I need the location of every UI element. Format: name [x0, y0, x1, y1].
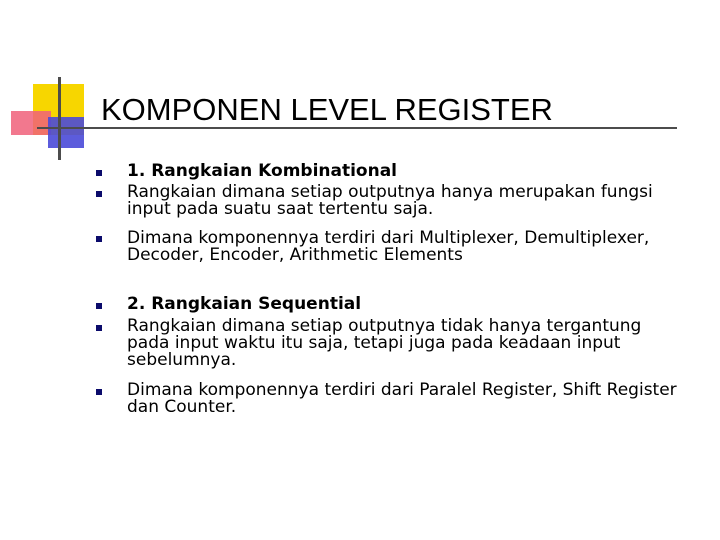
bullet-line: pada input waktu itu saja, tetapi juga pada keadaan input: [127, 333, 621, 353]
bullet-line: Decoder, Encoder, Arithmetic Elements: [127, 245, 463, 265]
bullet-item-kombinational-definition: [127, 184, 707, 218]
bullet-line: input pada suatu saat tertentu saja.: [127, 199, 434, 219]
bullet-marker: [96, 170, 102, 176]
bullet-line: 1. Rangkaian Kombinational: [127, 161, 398, 181]
bullet-marker: [96, 389, 102, 395]
bullet-line: Dimana komponennya terdiri dari Paralel Register, Shift Register: [127, 380, 677, 400]
bullet-item-kombinational-heading: [127, 163, 707, 180]
bullet-line: Dimana komponennya terdiri dari Multiplexer, Demultiplexer,: [127, 228, 650, 248]
bullet-line: dan Counter.: [127, 397, 237, 417]
bullet-line: Rangkaian dimana setiap outputnya tidak hanya tergantung: [127, 316, 642, 336]
bullet-marker: [96, 303, 102, 309]
bullet-marker: [96, 191, 102, 197]
bullet-item-sequential-components: [127, 382, 707, 416]
slide-title: KOMPONEN LEVEL REGISTER: [101, 92, 553, 127]
bullet-marker: [96, 236, 102, 242]
bullet-line: sebelumnya.: [127, 350, 237, 370]
bullet-line: 2. Rangkaian Sequential: [127, 294, 362, 314]
bullet-item-kombinational-components: [127, 230, 707, 264]
bullet-marker: [96, 325, 102, 331]
bullet-item-sequential-heading: [127, 296, 707, 313]
bullet-item-sequential-definition: [127, 318, 707, 369]
bullet-line: Rangkaian dimana setiap outputnya hanya merupakan fungsi: [127, 182, 653, 202]
